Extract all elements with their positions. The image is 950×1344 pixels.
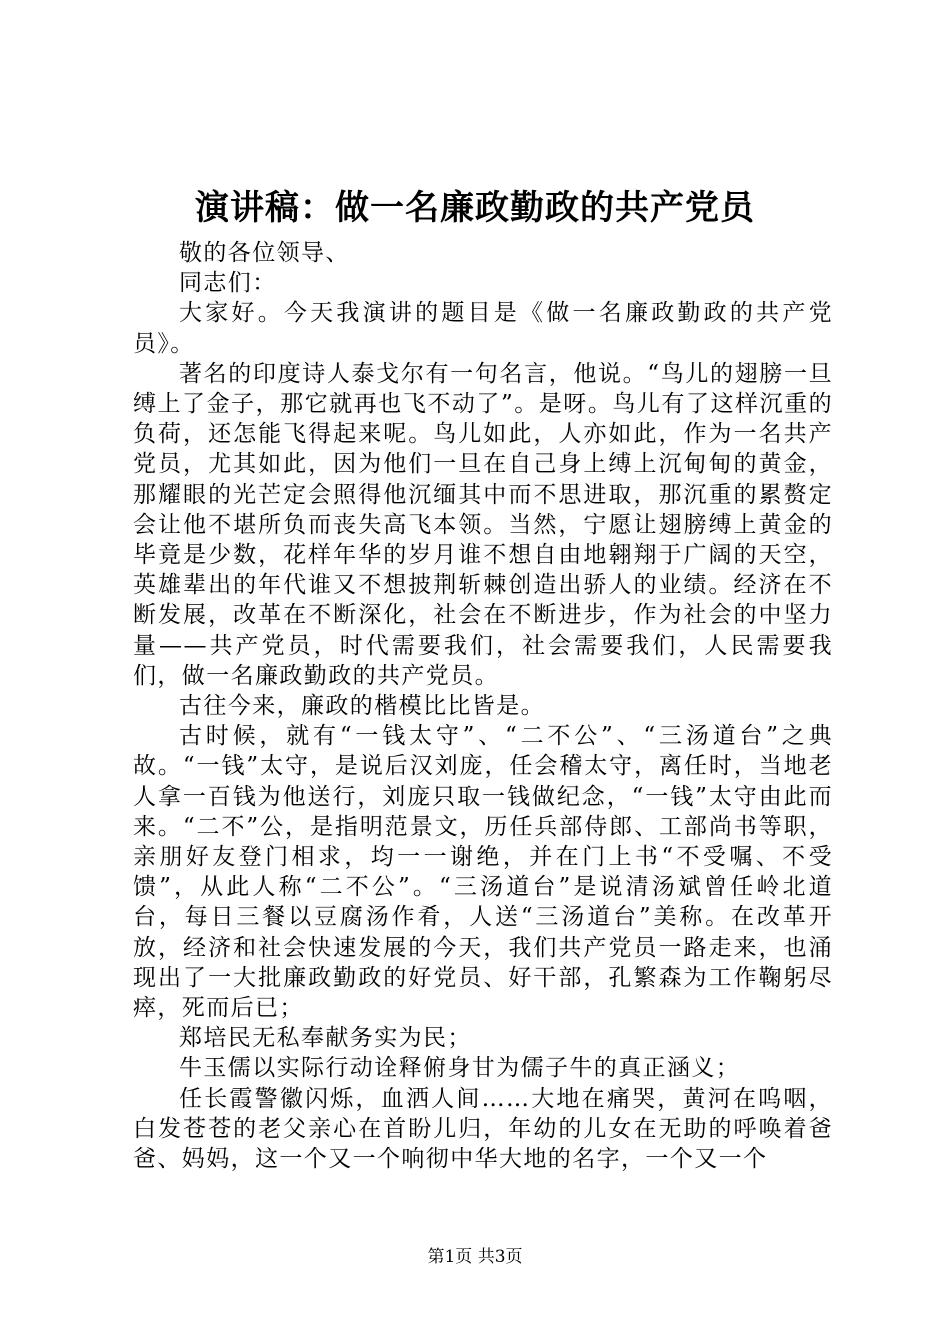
paragraph: 著名的印度诗人泰戈尔有一句名言，他说。“鸟儿的翅膀一旦缚上了金子，那它就再也飞不动了”。是呀。鸟儿有了这样沉重的负荷，还怎能飞得起来呢。鸟儿如此，人亦如此，作为一名共产党员，尤其如此，因为他们一旦在自己身上缚上沉甸甸的黄金，那耀眼的光芒定会照得他沉缅其中而不思进取，那沉重的累赘定会让他不堪所负而丧失高飞本领。当然，宁愿让翅膀缚上黄金的毕竟是少数，花样年华的岁月谁不想自由地翱翔于广阔的天空，英雄辈出的年代谁又不想披荆斩棘创造出骄人的业绩。经济在不断发展，改革在不断深化，社会在不断进步，作为社会的中坚力量——共产党员，时代需要我们，社会需要我们，人民需要我们，做一名廉政勤政的共产党员。 xyxy=(133,360,833,689)
paragraph: 任长霞警徽闪烁，血洒人间……大地在痛哭，黄河在呜咽，白发苍苍的老父亲心在首盼儿归，年幼的儿女在无助的呼唤着爸爸、妈妈，这一个又一个响彻中华大地的名字，一个又一个 xyxy=(133,1085,833,1173)
paragraph: 古往今来，廉政的楷模比比皆是。 xyxy=(179,693,545,720)
paragraph: 同志们： xyxy=(179,270,277,297)
document-title: 演讲稿：做一名廉政勤政的共产党员 xyxy=(195,188,755,228)
paragraph: 古时候，就有“一钱太守”、“二不公”、“三汤道台”之典故。“一钱”太守，是说后汉刘庞，任会稽太守，离任时，当地老人拿一百钱为他送行，刘庞只取一钱做纪念，“一钱”太守由此而来。“二不”公，是指明范景文，历任兵部侍郎、工部尚书等职，亲朋好友登门相求，均一一谢绝，并在门上书“不受嘱、不受馈”，从此人称“二不公”。“三汤道台”是说清汤斌曾任岭北道台，每日三餐以豆腐汤作肴，人送“三汤道台”美称。在改革开放，经济和社会快速发展的今天，我们共产党员一路走来，也涌现出了一大批廉政勤政的好党员、好干部，孔繁森为工作鞠躬尽瘁，死而后已； xyxy=(133,723,833,1022)
paragraph: 大家好。今天我演讲的题目是《做一名廉政勤政的共产党员》。 xyxy=(133,300,833,357)
document-body xyxy=(133,238,833,1174)
page-number-footer: 第1页 共3页 xyxy=(427,1247,523,1267)
paragraph: 敬的各位领导、 xyxy=(179,240,350,266)
paragraph: 郑培民无私奉献务实为民； xyxy=(179,1025,472,1052)
paragraph: 牛玉儒以实际行动诠释俯身甘为儒子牛的真正涵义； xyxy=(179,1055,741,1082)
